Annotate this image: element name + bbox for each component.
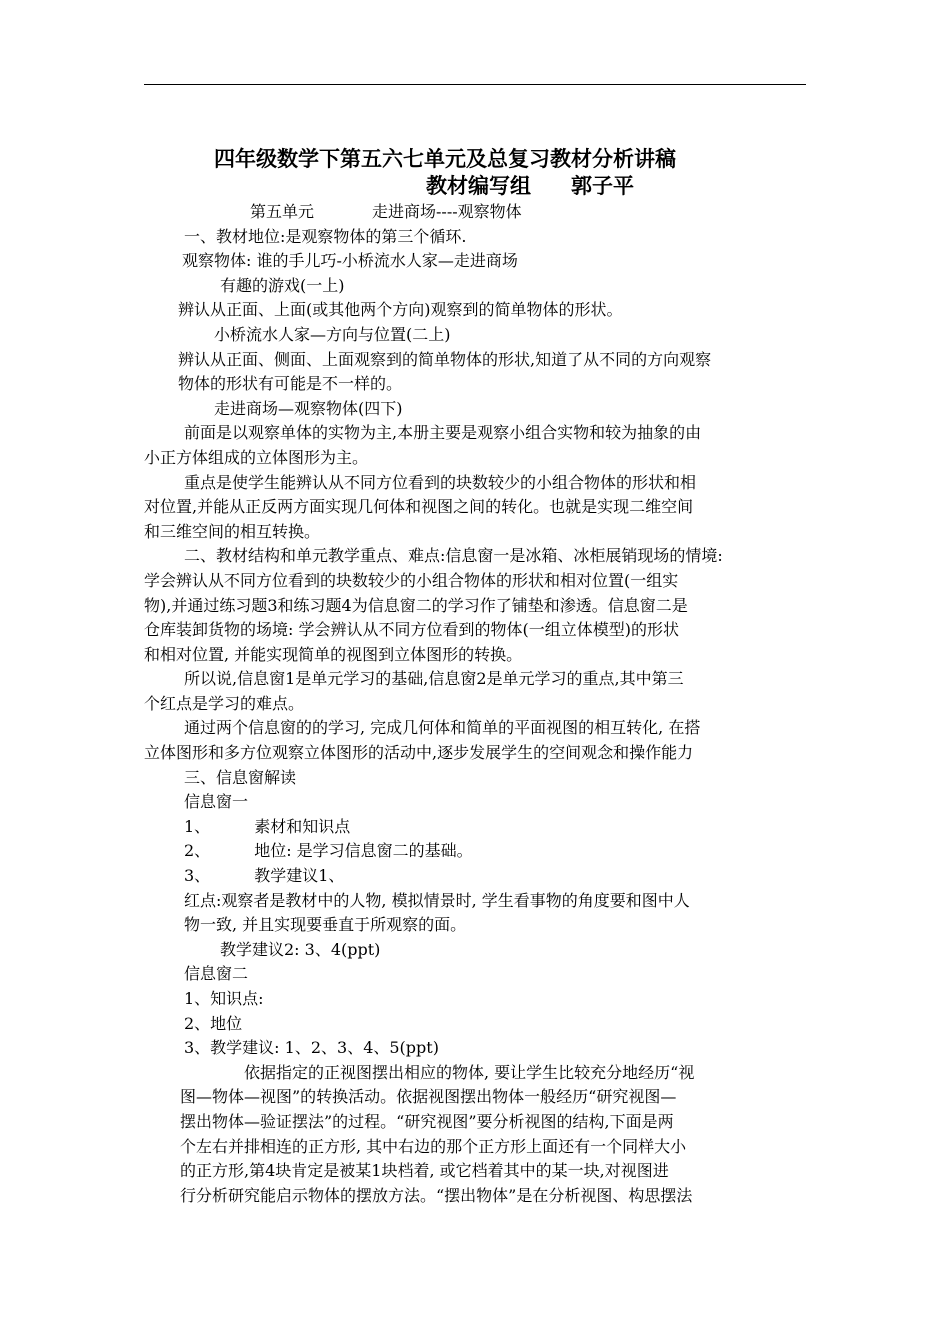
author-name: 郭子平 xyxy=(571,174,634,198)
section-1-heading: 一、教材地位:是观察物体的第三个循环. xyxy=(184,226,467,246)
item-number: 2、 xyxy=(184,841,211,861)
para-front-2: 小正方体组成的立体图形为主。 xyxy=(144,447,369,467)
unit-topic: 走进商场----观察物体 xyxy=(372,202,522,221)
unit-label: 第五单元 xyxy=(250,202,315,221)
para-key-1: 重点是使学生能辨认从不同方位看到的块数较少的小组合物体的形状和相 xyxy=(184,472,697,492)
para-so-2: 个红点是学习的难点。 xyxy=(144,693,305,713)
item-number: 3、 xyxy=(184,866,211,886)
para-so-1: 所以说,信息窗1是单元学习的基础,信息窗2是单元学习的重点,其中第三 xyxy=(184,669,684,689)
document-byline xyxy=(168,173,808,200)
section-2-line-3: 物),并通过练习题3和练习题4为信息窗二的学习作了铺垫和渗透。信息窗二是 xyxy=(144,595,688,615)
section-2-line-5: 和相对位置, 并能实现简单的视图到立体图形的转换。 xyxy=(144,644,523,664)
section-3-heading: 三、信息窗解读 xyxy=(184,767,297,787)
item-text: 教学建议1、 xyxy=(254,866,345,886)
red-point-1: 红点:观察者是教材中的人物, 模拟情景时, 学生看事物的角度要和图中人 xyxy=(184,890,690,910)
section-2-line-2: 学会辨认从不同方位看到的块数较少的小组合物体的形状和相对位置(一组实 xyxy=(144,570,679,590)
cycle-line: 观察物体: 谁的手儿巧-小桥流水人家—走进商场 xyxy=(182,251,518,271)
para-front-1: 前面是以观察单体的实物为主,本册主要是观察小组合实物和较为抽象的由 xyxy=(184,423,702,443)
document-title: 四年级数学下第五六七单元及总复习教材分析讲稿 xyxy=(214,147,676,171)
para-last-2: 图—物体—视图”的转换活动。依据视图摆出物体一般经历“研究视图— xyxy=(180,1087,677,1107)
para-through-1: 通过两个信息窗的的学习, 完成几何体和简单的平面视图的相互转化, 在搭 xyxy=(184,718,701,738)
window-2-item-1: 1、知识点: xyxy=(184,989,264,1008)
item-text: 地位: 是学习信息窗二的基础。 xyxy=(254,841,473,861)
para-last-4: 个左右并排相连的正方形, 其中右边的那个正方形上面还有一个同样大小 xyxy=(180,1136,687,1156)
para-last-1: 依据指定的正视图摆出相应的物体, 要让学生比较充分地经历“视 xyxy=(244,1062,695,1082)
para-bridge-desc-1: 辨认从正面、侧面、上面观察到的简单物体的形状,知道了从不同的方向观察 xyxy=(178,349,712,369)
header-rule xyxy=(144,84,806,85)
unit-heading xyxy=(168,200,808,225)
item-text: 素材和知识点 xyxy=(254,816,351,836)
window-1-item-2 xyxy=(168,839,808,864)
para-through-2: 立体图形和多方位观察立体图形的活动中,逐步发展学生的空间观念和操作能力 xyxy=(144,743,694,763)
document-body xyxy=(144,146,808,1208)
section-2-line-1: 二、教材结构和单元教学重点、难点:信息窗一是冰箱、冰柜展销现场的情境: xyxy=(184,546,723,566)
para-last-3: 摆出物体—验证摆法”的过程。“研究视图”要分析视图的结构,下面是两 xyxy=(180,1111,674,1131)
para-last-6: 行分析研究能启示物体的摆放方法。“摆出物体”是在分析视图、构思摆法 xyxy=(180,1185,693,1205)
para-mall-title: 走进商场—观察物体(四下) xyxy=(214,398,403,418)
window-2-item-3: 3、教学建议: 1、2、3、4、5(ppt) xyxy=(184,1038,439,1058)
window-1-heading: 信息窗一 xyxy=(184,792,249,812)
window-2-item-2: 2、地位 xyxy=(184,1013,243,1033)
red-point-2: 物一致, 并且实现要垂直于所观察的面。 xyxy=(184,915,467,935)
window-2-heading: 信息窗二 xyxy=(184,964,249,984)
para-game-desc: 辨认从正面、上面(或其他两个方向)观察到的简单物体的形状。 xyxy=(178,300,623,320)
teaching-advice-2: 教学建议2: 3、4(ppt) xyxy=(220,939,381,959)
para-key-3: 和三维空间的相互转换。 xyxy=(144,521,321,541)
window-1-item-3 xyxy=(168,864,808,889)
item-number: 1、 xyxy=(184,816,211,836)
para-key-2: 对位置,并能从正反两方面实现几何体和视图之间的转化。也就是实现二维空间 xyxy=(144,497,694,517)
window-1-item-1 xyxy=(168,815,808,840)
author-group: 教材编写组 xyxy=(426,174,531,198)
para-game-title: 有趣的游戏(一上) xyxy=(220,275,345,295)
para-bridge-title: 小桥流水人家—方向与位置(二上) xyxy=(214,324,451,344)
section-2-line-4: 仓库装卸货物的场境: 学会辨认从不同方位看到的物体(一组立体模型)的形状 xyxy=(144,620,679,640)
para-bridge-desc-2: 物体的形状有可能是不一样的。 xyxy=(178,374,403,394)
para-last-5: 的正方形,第4块肯定是被某1块档着, 或它档着其中的某一块,对视图进 xyxy=(180,1161,669,1181)
